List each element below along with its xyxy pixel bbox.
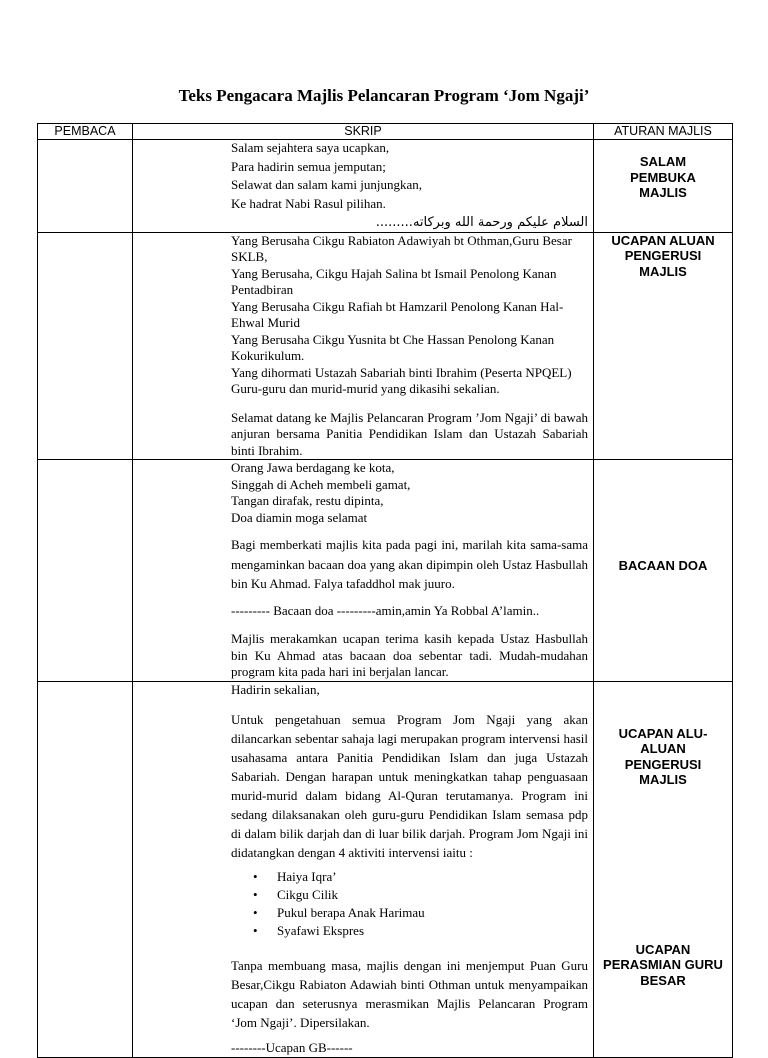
aturan-cell — [594, 140, 733, 233]
script-line: Guru-guru dan murid-murid yang dikasihi sekalian. — [231, 381, 500, 396]
document-title: Teks Pengacara Majlis Pelancaran Program ‘Jom Ngaji’ — [178, 86, 590, 105]
script-line: Doa diamin moga selamat — [231, 509, 368, 525]
script-line: Singgah di Acheh membeli gamat, — [231, 476, 411, 492]
aturan-cell — [594, 681, 733, 1057]
script-paragraph: --------Ucapan GB------ — [231, 1040, 353, 1055]
aturan-label: UCAPAN PERASMIAN GURU BESAR — [603, 941, 723, 988]
aturan-cell — [594, 232, 733, 460]
list-item: • Cikgu Cilik — [231, 886, 588, 904]
script-paragraph: Tanpa membuang masa, majlis dengan ini menjemput Puan Guru Besar,Cikgu Rabiaton Adawiah binti Othman untuk menyampaikan ucapan dan seterusnya merasmikan Majlis Pelancaran Program ‘Jom Ngaji’. Dipersilakan. — [231, 958, 588, 1030]
script-line: Yang dihormati Ustazah Sabariah binti Ibrahim (Peserta NPQEL) — [231, 364, 572, 380]
script-line: Selawat dan salam kami junjungkan, — [231, 177, 422, 192]
table-row — [38, 681, 733, 1057]
script-line: Tangan dirafak, restu dipinta, — [231, 493, 384, 508]
table-row — [38, 460, 733, 682]
script-line: Para hadirin semua jemputan; — [231, 158, 386, 174]
list-item: • Haiya Iqra’ — [231, 868, 588, 886]
script-cell — [133, 681, 594, 1057]
script-paragraph: Majlis merakamkan ucapan terima kasih kepada Ustaz Hasbullah bin Ku Ahmad atas bacaan doa sebentar tadi. Mudah-mudahan program kita pada hari ini berjalan lancar. — [231, 631, 588, 679]
header-aturan-majlis: ATURAN MAJLIS — [594, 124, 733, 140]
arabic-greeting: السلام عليكم ورحمة الله وبركاته......... — [375, 215, 588, 230]
pembaca-cell — [38, 140, 133, 233]
pembaca-cell — [38, 681, 133, 1057]
script-line: Yang Berusaha Cikgu Yusnita bt Che Hassan Penolong Kanan Kokurikulum. — [231, 331, 555, 363]
header-skrip: SKRIP — [133, 124, 594, 140]
script-cell — [133, 232, 594, 460]
aturan-label: BACAAN DOA — [618, 557, 708, 573]
script-table — [37, 123, 733, 1058]
header-pembaca: PEMBACA — [38, 124, 133, 140]
list-item: • Syafawi Ekspres — [231, 922, 588, 940]
script-line: Yang Berusaha, Cikgu Hajah Salina bt Ismail Penolong Kanan Pentadbiran — [231, 265, 557, 297]
script-line: Yang Berusaha Cikgu Rabiaton Adawiyah bt Othman,Guru Besar SKLB, — [231, 232, 572, 264]
script-paragraph: Untuk pengetahuan semua Program Jom Ngaji yang akan dilancarkan sebentar sahaja lagi merupakan program intervensi hasil usahasama antara Panitia Pendidikan Islam dan juga Ustazah Sabariah. Dengan harapan untuk meningkatkan tahap penguasaan murid-murid dalam bidang Al-Quran terutamanya. Program ini sedang dilaksanakan oleh guru-guru Pendidikan Islam semasa pdp di dalam bilik darjah dan di luar bilik darjah. Program Jom Ngaji ini didatangkan dengan 4 aktiviti intervensi iaitu : — [231, 712, 588, 860]
script-paragraph: Bagi memberkati majlis kita pada pagi ini, marilah kita sama-sama mengaminkan bacaan doa yang akan dipimpin oleh Ustaz Hasbullah bin Ku Ahmad. Falya tafaddhol mak juuro. — [231, 537, 588, 591]
aturan-cell — [594, 460, 733, 682]
table-row — [38, 232, 733, 460]
pembaca-cell — [38, 232, 133, 460]
list-item: • Pukul berapa Anak Harimau — [231, 904, 588, 922]
script-paragraph: Selamat datang ke Majlis Pelancaran Program ’Jom Ngaji’ di bawah anjuran bersama Panitia Pendidikan Islam dan Ustazah Sabariah binti Ibrahim. — [231, 409, 588, 458]
script-line: Ke hadrat Nabi Rasul pilihan. — [231, 195, 386, 211]
aturan-label: UCAPAN ALUAN PENGERUSI MAJLIS — [611, 232, 715, 279]
script-line: Yang Berusaha Cikgu Rafiah bt Hamzaril Penolong Kanan Hal-Ehwal Murid — [231, 298, 564, 330]
script-paragraph: --------- Bacaan doa ---------amin,amin Ya Robbal A’lamin.. — [231, 602, 540, 618]
script-line: Orang Jawa berdagang ke kota, — [231, 460, 395, 475]
script-cell — [133, 140, 594, 233]
script-line: Hadirin sekalian, — [231, 681, 320, 697]
pembaca-cell — [38, 460, 133, 682]
table-row — [38, 140, 733, 233]
aturan-label: UCAPAN ALU-ALUAN PENGERUSI MAJLIS — [618, 725, 708, 787]
script-cell — [133, 460, 594, 682]
table-header-row — [38, 124, 733, 140]
activity-list — [231, 868, 588, 940]
aturan-label: SALAM PEMBUKA MAJLIS — [630, 154, 696, 200]
script-line: Salam sejahtera saya ucapkan, — [231, 140, 390, 155]
